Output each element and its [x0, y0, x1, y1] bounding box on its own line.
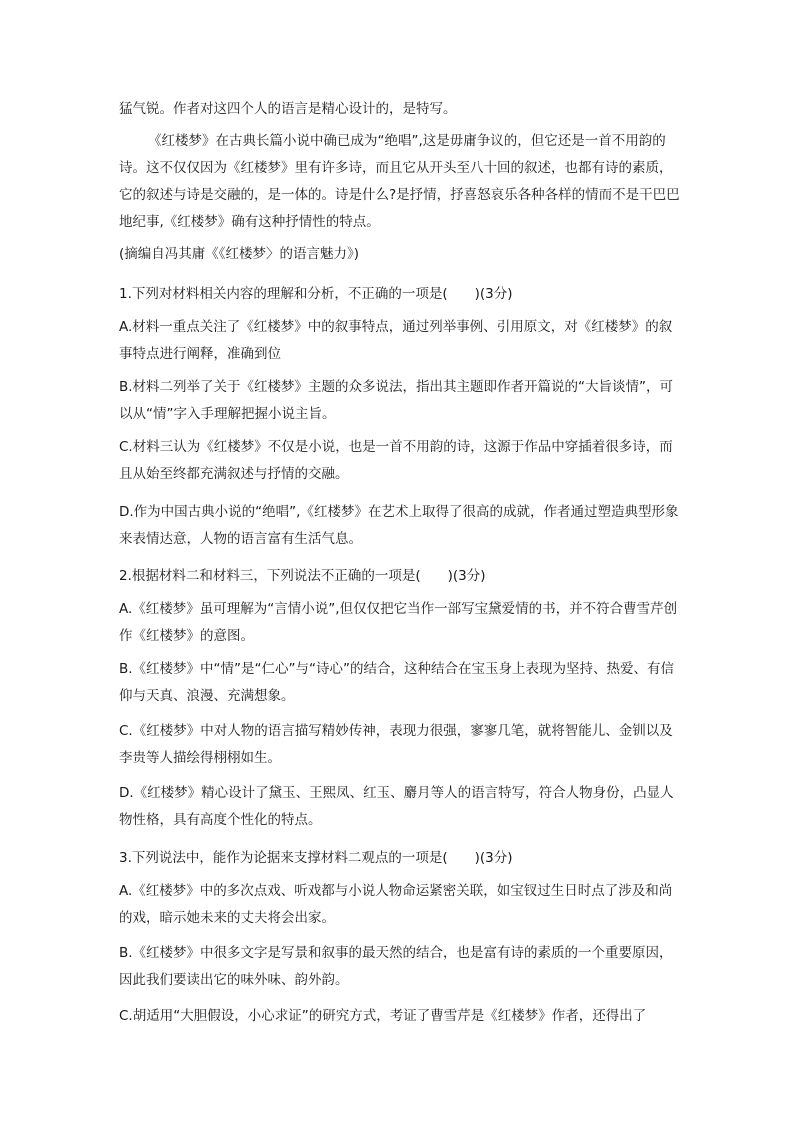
paragraph-continuation: 猛气锐。作者对这四个人的语言是精心设计的，是特写。 [119, 101, 457, 117]
question-1-option-b: B.材料二列举了关于《红楼梦》主题的众多说法，指出其主题即作者开篇说的“大旨谈情”，可以从“情”字入手理解把握小说主旨。 [119, 379, 674, 422]
question-1-option-c: C.材料三认为《红楼梦》不仅是小说，也是一首不用韵的诗，这源于作品中穿插着很多诗，而且从始至终都充满叙述与抒情的交融。 [119, 439, 673, 482]
question-2-option-b: B.《红楼梦》中“情”是“仁心”与“诗心”的结合，这种结合在宝玉身上表现为坚持、热爱、有信仰与天真、浪漫、充满想象。 [119, 661, 675, 704]
question-3-option-b: B.《红楼梦》中很多文字是写景和叙事的最天然的结合，也是富有诗的素质的一个重要原因，因此我们要读出它的味外味、韵外韵。 [119, 945, 673, 988]
question-1-option-d: D.作为中国古典小说的“绝唱”,《红楼梦》在艺术上取得了很高的成就，作者通过塑造典型形象来表情达意，人物的语言富有生活气息。 [119, 504, 679, 547]
question-3-stem: 3.下列说法中，能作为论据来支撑材料二观点的一项是( )(3分) [119, 850, 513, 866]
source-citation: (摘编自冯其庸《《红楼梦〉的语言魅力》) [119, 246, 360, 262]
question-1-stem: 1.下列对材料相关内容的理解和分析，不正确的一项是( )(3分) [119, 286, 513, 302]
question-1-option-a: A.材料一重点关注了《红楼梦》中的叙事特点，通过列举事例、引用原文，对《红楼梦》的叙事特点进行阐释，准确到位 [119, 319, 673, 362]
question-2-option-d: D.《红楼梦》精心设计了黛玉、王熙凤、红玉、麝月等人的语言特写，符合人物身份，凸显人物性格，具有高度个性化的特点。 [119, 785, 674, 828]
question-3-option-c: C.胡适用“大胆假设，小心求证”的研究方式，考证了曹雪芹是《红楼梦》作者，还得出了 [119, 1008, 647, 1024]
question-3-option-a: A.《红楼梦》中的多次点戏、听戏都与小说人物命运紧密关联，如宝钗过生日时点了涉及和尚的戏，暗示她未来的丈夫将会出家。 [119, 883, 673, 926]
question-2-option-a: A.《红楼梦》虽可理解为“言情小说”,但仅仅把它当作一部写宝黛爱情的书，并不符合曹雪芹创作《红楼梦》的意图。 [119, 601, 678, 644]
paragraph-lyric: 《红楼梦》在古典长篇小说中确已成为“绝唱”,这是毋庸争议的，但它还是一首不用韵的诗。这不仅仅因为《红楼梦》里有许多诗，而且它从开头至八十回的叙述，也都有诗的素质，它的叙述与诗是交融的，是一体的。诗是什么?是抒情，抒喜怒哀乐各种各样的情而不是干巴巴地纪事,《红楼梦》确有这种抒情性的特点。 [119, 133, 680, 230]
question-2-option-c: C.《红楼梦》中对人物的语言描写精妙传神，表现力很强，寥寥几笔，就将智能儿、金钏以及李贵等人描绘得栩栩如生。 [119, 723, 673, 766]
question-2-stem: 2.根据材料二和材料三，下列说法不正确的一项是( )(3分) [119, 568, 486, 584]
